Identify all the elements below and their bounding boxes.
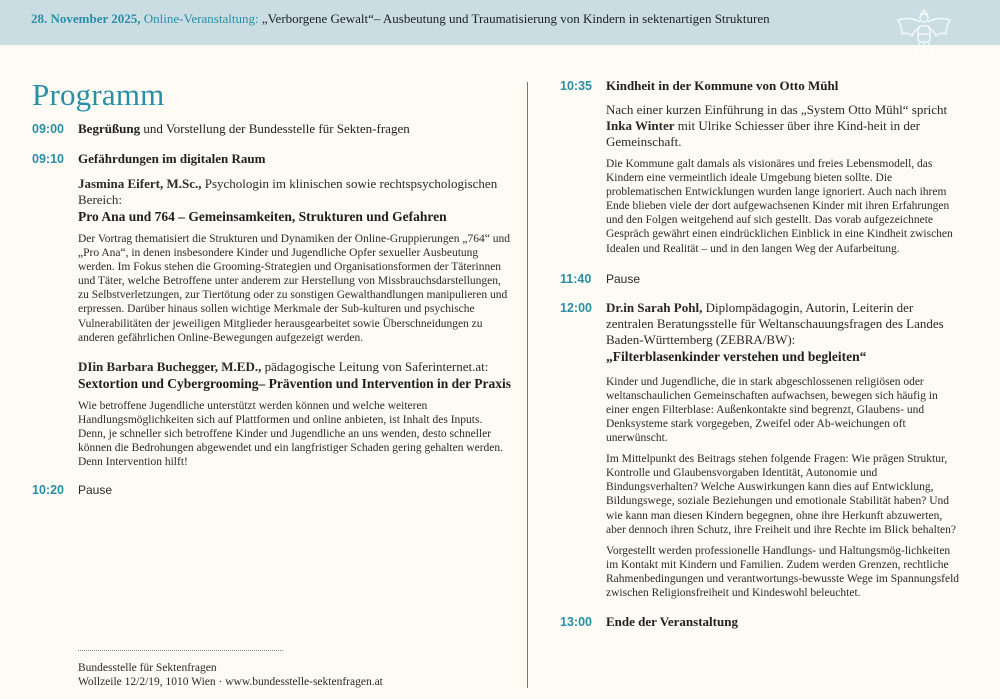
program-item-1035 bbox=[560, 78, 960, 256]
item-heading: Ende der Veranstaltung bbox=[606, 614, 738, 630]
speaker-name: Dr.in Sarah Pohl, bbox=[606, 299, 703, 315]
intro-text bbox=[606, 102, 960, 150]
intro-pre: Nach einer kurzen Einführung in das „System Otto Mühl“ spricht bbox=[606, 102, 948, 117]
pause-label: Pause bbox=[78, 483, 113, 498]
footer-org: Bundesstelle für Sektenfragen bbox=[78, 662, 217, 674]
program-item-1020 bbox=[32, 483, 512, 497]
austrian-eagle-emblem-icon bbox=[893, 4, 955, 58]
talk-title-1: Pro Ana und 764 – Gemeinsamkeiten, Strukturen und Gefahren bbox=[78, 209, 447, 224]
item-time: 09:10 bbox=[32, 152, 64, 166]
talk-title-2: Sextortion und Cybergrooming– Prävention und Intervention in der Praxis bbox=[78, 375, 512, 391]
intro-post: mit Ulrike Schiesser über ihre Kind-heit in der Gemeinschaft. bbox=[606, 118, 921, 149]
talk-title: „Filterblasenkinder verstehen und begleiten“ bbox=[606, 348, 867, 364]
program-item-1140 bbox=[560, 272, 960, 286]
intro-speaker-name: Inka Winter bbox=[606, 118, 675, 133]
talk-description-2: Im Mittelpunkt des Beitrags stehen folgende Fragen: Wie prägen Struktur, Kontrolle und Glaubensvorgaben Identität, Autonomie und Bindungsverhalten? Welche Auswirkungen kann dies auf Entwicklung, Bildungswege, soziale Beziehungen und emotionale Stabilität haben? Und wie kann man diesen Kindern begegnen, ohne ihre Herkunft abzuwerten, aber dennoch ihren Schutz, ihre Freiheit und ihre Rechte im Blick behalten? bbox=[606, 453, 956, 536]
item-heading: Kindheit in der Kommune von Otto Mühl bbox=[606, 78, 839, 93]
header-bar bbox=[0, 0, 1000, 45]
item-heading-rest: und Vorstellung der Bundesstelle für Sekten-fragen bbox=[140, 121, 410, 136]
program-item-1200 bbox=[560, 300, 960, 600]
column-divider bbox=[527, 82, 528, 688]
talk-description-1: Der Vortrag thematisiert die Strukturen und Dynamiken der Online-Gruppierungen „764“ und „Pro Ana“, in denen insbesondere Kinder und Jugendliche Opfer sexueller Ausbeutung werden. Im Fokus stehen die Grooming-Strategien und Organisationsformen der Täterinnen und Täter, welche Betroffene unter anderem zur Herstellung von Missbrauchsdarstellungen, zu Selbstverletzungen, zur Tiertötung oder zu sonstigen Gewalthandlungen manipulieren und erpressen. Darüber hinaus sollen wichtige Merkmale der Sub-kulturen und psychische Vulnerabilitäten der jeweiligen Mitglieder herausgearbeitet sowie Überschneidungen zu anderen gefährlichen Online-Bewegungen aufgezeigt werden. bbox=[78, 233, 510, 344]
item-time: 13:00 bbox=[560, 615, 592, 630]
footer-address: Wollzeile 12/2/19, 1010 Wien · www.bundesstelle-sektenfragen.at bbox=[78, 676, 383, 688]
speaker-role: Diplompädagogin, Autorin, Leiterin der zentralen Beratungsstelle für Weltanschauungsfragen des Landes Baden-Württemberg (ZEBRA/BW): bbox=[606, 299, 944, 347]
item-time: 10:20 bbox=[32, 483, 64, 498]
item-time: 12:00 bbox=[560, 300, 592, 315]
event-kind: Online-Veranstaltung: bbox=[143, 11, 259, 26]
item-time: 10:35 bbox=[560, 79, 592, 93]
event-date: 28. November 2025, bbox=[31, 11, 141, 26]
program-item-1300 bbox=[560, 614, 960, 630]
talk-description-1: Kinder und Jugendliche, die in stark abgeschlossenen religiösen oder weltanschaulichen Gemeinschaften aufwachsen, bewegen sich häufig in einer engen Filterblase: Außenkontakte sind begrenzt, Glaubens- und Denksysteme stark vorgegeben, Zweifel oder Ab-weichungen oft unerwünscht. bbox=[606, 375, 938, 445]
footer bbox=[78, 650, 518, 689]
talk-description-3: Vorgestellt werden professionelle Handlungs- und Haltungsmög-lichkeiten im Kontakt mit Kindern und Familien. Zudem werden Grenzen, rechtliche Rahmenbedingungen und verantwortungs-bewusste Wege im Spannungsfeld zwischen Religionsfreiheit und Kindeswohl beleuchtet. bbox=[606, 544, 960, 599]
speaker-role: Psychologin im klinischen sowie rechtspsychologischen Bereich: bbox=[78, 176, 498, 207]
header-text bbox=[31, 11, 911, 27]
talk-description-2: Wie betroffene Jugendliche unterstützt werden können und welche weiteren Handlungsmöglichkeiten sich auf Plattformen und online anbieten, ist Inhalt des Inputs. Denn, je schneller sich betroffene Kinder und Jugendliche an uns wenden, desto schneller können die Bedrohungen abgewendet und ein langfristiger Schaden gering gehalten werden. Denn Intervention hilft! bbox=[78, 399, 504, 469]
speaker-1 bbox=[78, 176, 512, 208]
item-time: 09:00 bbox=[32, 122, 64, 136]
event-title: „Verborgene Gewalt“– Ausbeutung und Traumatisierung von Kindern in sektenartigen Strukturen bbox=[261, 11, 770, 26]
program-title: Programm bbox=[32, 77, 165, 112]
program-item-0900 bbox=[32, 121, 512, 137]
program-item-0910 bbox=[32, 151, 512, 469]
left-column bbox=[32, 77, 512, 497]
talk-description: Die Kommune galt damals als visionäres und freies Lebensmodell, das Kindern eine vermeintlich ideale Umgebung bieten sollte. Die problematischen Entwicklungen wurden lange ignoriert. Auch nach ihrem Ende blieben viele der dort aufgewachsenen Kinder mit ihren Erfahrungen und den Folgen weitgehend auf sich gestellt. Das vorab aufgezeichnete Gespräch gewährt einen eindrücklichen Einblick in eine Kindheit zwischen Idealen und Realität – und in den langen Weg der Aufarbeitung. bbox=[606, 158, 953, 255]
speaker-name: DIin Barbara Buchegger, M.ED., bbox=[78, 358, 262, 374]
pause-label: Pause bbox=[606, 271, 641, 286]
speaker-name: Jasmina Eifert, M.Sc., bbox=[78, 176, 202, 191]
speaker-role: pädagogische Leitung von Saferinternet.at: bbox=[261, 358, 489, 374]
speaker-2 bbox=[78, 359, 512, 375]
item-heading-bold: Begrüßung bbox=[78, 121, 141, 136]
right-column bbox=[560, 78, 960, 630]
item-time: 11:40 bbox=[560, 271, 592, 286]
item-heading: Gefährdungen im digitalen Raum bbox=[78, 151, 266, 166]
speaker bbox=[606, 300, 960, 348]
footer-rule bbox=[78, 650, 283, 651]
item-heading bbox=[78, 121, 512, 137]
